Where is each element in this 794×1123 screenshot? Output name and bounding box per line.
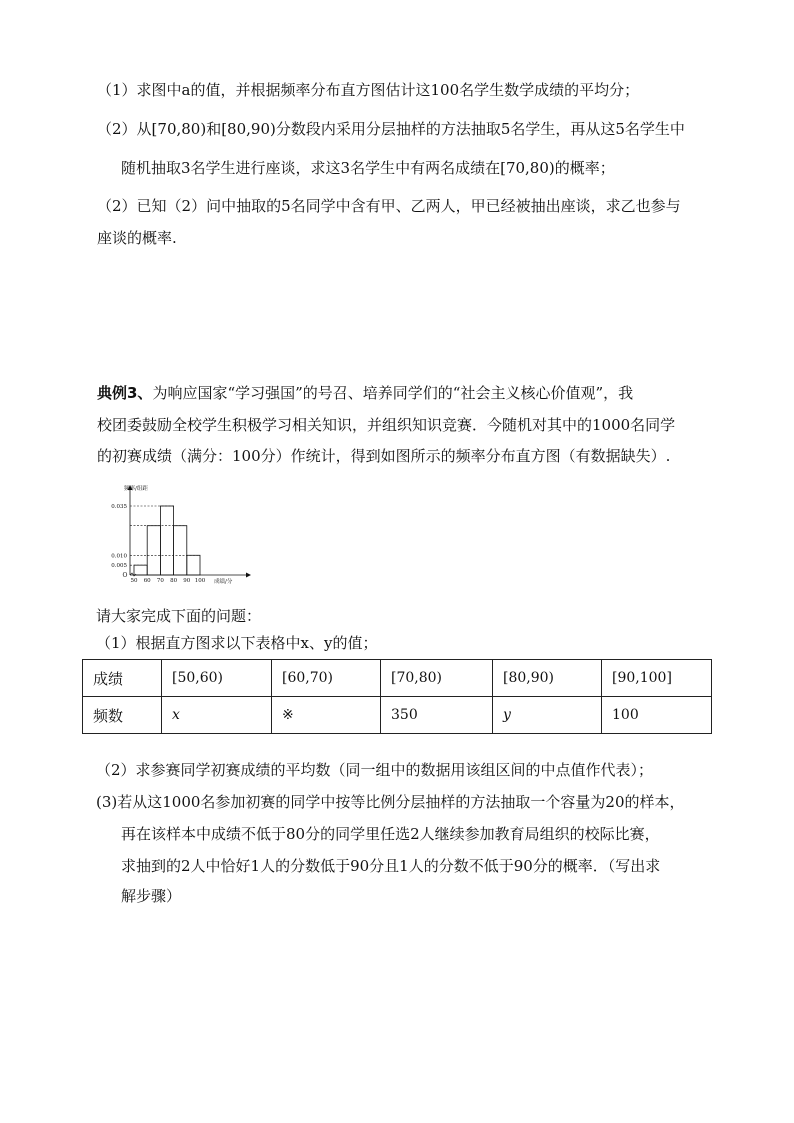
question-1: （1）求图中a的值，并根据频率分布直方图估计这100名学生数学成绩的平均分； — [97, 81, 640, 99]
table-cell: ※ — [272, 697, 381, 734]
frequency-table — [82, 659, 712, 734]
table-cell: 350 — [381, 697, 493, 734]
question-2-line2: 随机抽取3名学生进行座谈，求这3名学生中有两名成绩在[70,80)的概率； — [121, 159, 615, 177]
sub-question-3-line1: (3)若从这1000名参加初赛的同学中按等比例分层抽样的方法抽取一个容量为20的样本， — [96, 793, 685, 811]
y-tick-label: 0.005 — [111, 563, 127, 570]
example-3-line1 — [97, 383, 633, 403]
histogram-bar — [160, 506, 173, 575]
example-3-line2: 校团委鼓励全校学生积极学习相关知识，并组织知识竞赛．今随机对其中的1000名同学 — [97, 416, 676, 434]
table-cell: 100 — [602, 697, 712, 734]
example-3-line3: 的初赛成绩（满分：100分）作统计，得到如图所示的频率分布直方图（有数据缺失）. — [97, 447, 671, 465]
x-axis-arrow — [246, 573, 251, 578]
x-tick-label: 80 — [170, 578, 178, 584]
origin-label: O — [122, 572, 128, 579]
y-tick-label: 0.010 — [111, 553, 127, 560]
sub-question-2: （2）求参赛同学初赛成绩的平均数（同一组中的数据用该组区间的中点值作代表）； — [96, 761, 654, 779]
table-cell: [90,100] — [602, 660, 712, 697]
table-cell: [70,80) — [381, 660, 493, 697]
table-cell: y — [493, 697, 602, 734]
table-cell: [50,60) — [162, 660, 272, 697]
prompt-text: 请大家完成下面的问题： — [96, 607, 262, 625]
x-tick-label: 100 — [194, 578, 206, 584]
histogram-bar — [147, 526, 160, 575]
example-3-label: 典例3、 — [97, 384, 153, 402]
y-tick-label: 0.035 — [111, 504, 127, 510]
histogram-bar — [187, 555, 200, 575]
table-row — [83, 660, 712, 697]
sub-question-3-line2: 再在该样本中成绩不低于80分的同学里任选2人继续参加教育局组织的校际比赛， — [121, 825, 660, 843]
histogram-bar — [134, 565, 147, 575]
frequency-histogram — [96, 484, 256, 588]
sub-question-3-line3: 求抽到的2人中恰好1人的分数低于90分且1人的分数不低于90分的概率．（写出求 — [121, 857, 661, 875]
x-tick-label: 50 — [130, 578, 138, 584]
x-axis-label: 成绩/分 — [214, 579, 233, 585]
histogram-bar — [174, 526, 187, 575]
x-tick-label: 70 — [156, 578, 164, 584]
question-3-line1: （2）已知（2）问中抽取的5名同学中含有甲、乙两人，甲已经被抽出座谈，求乙也参与 — [97, 197, 681, 215]
x-tick-label: 90 — [183, 578, 191, 584]
table-row — [83, 697, 712, 734]
question-2-line1: （2）从[70,80)和[80,90)分数段内采用分层抽样的方法抽取5名学生，再从这5名学生中 — [97, 120, 685, 138]
question-3-line2: 座谈的概率. — [97, 229, 177, 247]
table-cell: [80,90) — [493, 660, 602, 697]
axis-break — [130, 573, 136, 576]
table-cell: 成绩 — [83, 660, 162, 697]
table-cell: 频数 — [83, 697, 162, 734]
y-axis-label: 频率/组距 — [124, 486, 148, 492]
example-3-text: 为响应国家“学习强国”的号召、培养同学们的“社会主义核心价值观”，我 — [152, 384, 634, 402]
sub-question-1: （1）根据直方图求以下表格中x、y的值； — [96, 634, 378, 652]
x-tick-label: 60 — [143, 578, 151, 584]
sub-question-3-line4: 解步骤） — [121, 887, 182, 905]
table-cell: x — [162, 697, 272, 734]
table-cell: [60,70) — [272, 660, 381, 697]
